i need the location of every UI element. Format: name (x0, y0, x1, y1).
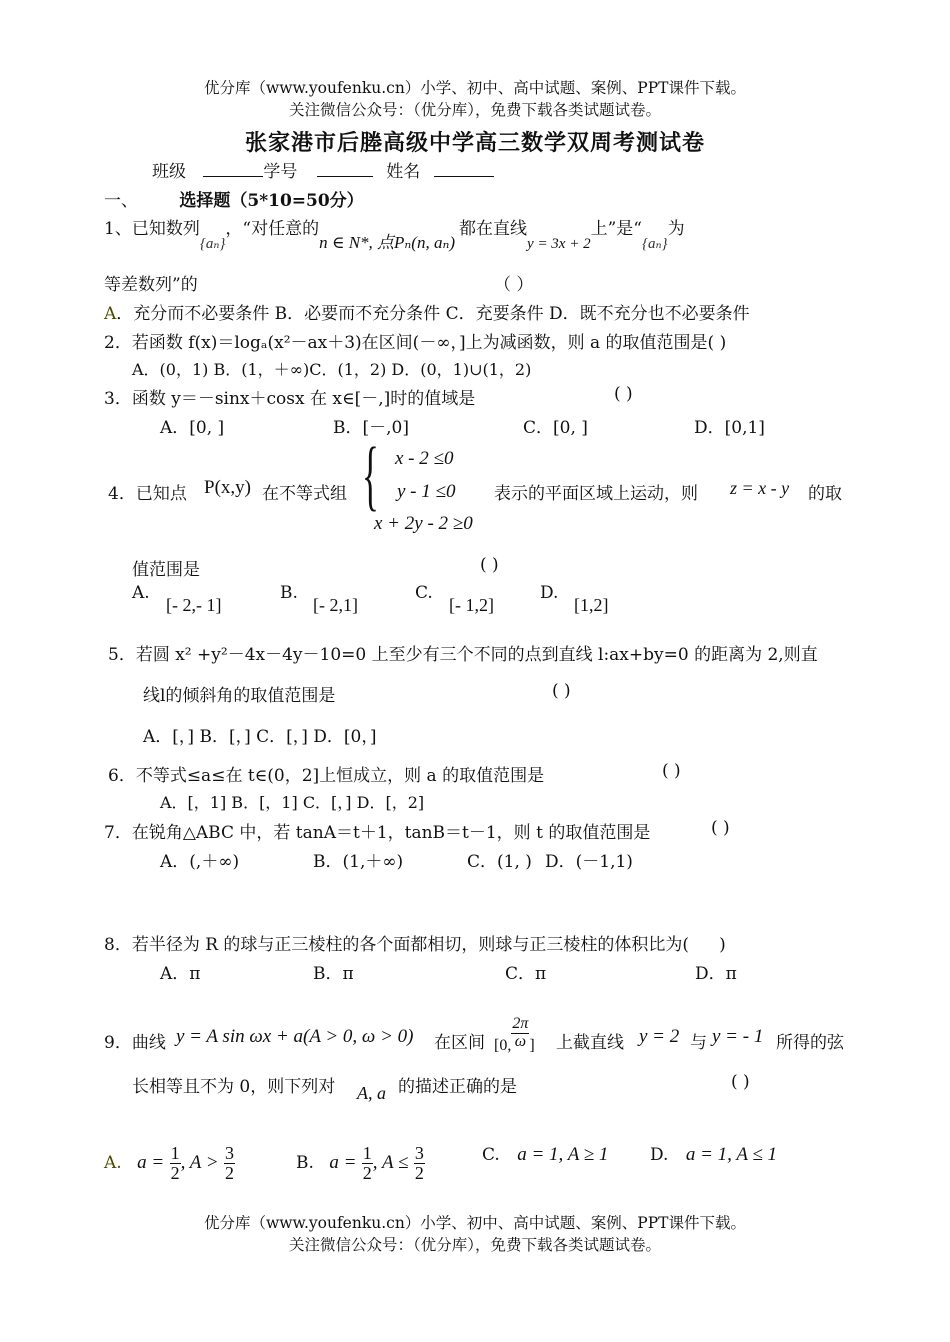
question-7: 7．在锐角△ABC 中，若 tanA＝t＋1，tanB＝t－1，则 t 的取值范围是 (104, 823, 651, 843)
question-5-line-2: 线l的倾斜角的取值范围是 (143, 686, 336, 706)
q4-option-c-label: C. (415, 583, 433, 603)
q4-text-3: 表示的平面区域上运动，则 (494, 484, 698, 504)
q4-text-4: 的取 (808, 484, 842, 504)
q3-answer-paren: ( ) (614, 384, 633, 404)
q1-answer-paren: （ ） (494, 275, 534, 295)
q9-text-7: 的描述正确的是 (398, 1077, 517, 1097)
q7-option-c: C．(1, ) (467, 852, 532, 872)
q9-text-3: 上截直线 (556, 1033, 624, 1053)
question-5-line-1: 5．若圆 x² +y²－4x－4y－10=0 上至少有三个不同的点到直线 l:ax+by=0 的距离为 2,则直 (108, 645, 818, 665)
q8-option-d: D．π (695, 964, 737, 984)
q4-option-d-value: [1,2] (574, 595, 609, 615)
q9-line-2: y = - 1 (712, 1026, 764, 1047)
q4-inequality-1: x - 2 ≤0 (395, 448, 454, 469)
q7-option-b: B．(1,＋∞) (313, 852, 404, 872)
q9-b-frac2-den: 2 (414, 1162, 424, 1183)
header-line-2: 关注微信公众号：（优分库），免费下载各类试题试卷。 (288, 101, 661, 119)
q4-option-d-label: D. (540, 583, 559, 603)
q9-line-1: y = 2 (639, 1026, 680, 1047)
q8-option-b: B．π (313, 964, 354, 984)
q1-options-text: ．充分而不必要条件 B．必要而不充分条件 C．充要条件 D．既不充分也不必要条件 (116, 304, 750, 324)
q9-text-4: 与 (690, 1033, 707, 1053)
q1-text-5: 为 (667, 219, 685, 239)
q1-options (104, 299, 750, 324)
q1-line-eq: y = 3x + 2 (527, 236, 591, 252)
q7-option-d: D．(－1,1) (545, 852, 633, 872)
q9-text-2: 在区间 (434, 1033, 485, 1053)
q9-option-a-pre: a = (137, 1151, 165, 1173)
q6-options: A．[，1] B．[，1] C．[，] D．[，2] (160, 793, 425, 812)
class-label: 班级 (152, 162, 186, 182)
q9-vars: A, a (357, 1083, 386, 1103)
name-label: 姓名 (386, 162, 421, 182)
q7-answer-paren: ( ) (711, 818, 730, 838)
q9-option-a-mid: , A > (180, 1151, 219, 1173)
q9-interval-den: ω (514, 1032, 526, 1050)
q9-b-frac2-num: 3 (414, 1143, 424, 1163)
q4-text-5: 值范围是 (132, 560, 200, 580)
q4-text-1: 4．已知点 (108, 484, 187, 504)
q9-option-c-label: C. (482, 1145, 500, 1165)
q9-option-a-frac1 (170, 1144, 181, 1183)
q3-option-d: D．[0,1] (694, 418, 765, 438)
q8-text: 8．若半径为 R 的球与正三棱柱的各个面都相切，则球与正三棱柱的体积比为( (104, 935, 690, 955)
header-line-1: 优分库（www.youfenku.cn）小学、初中、高中试题、案例、PPT课件下载。 (203, 79, 747, 97)
id-blank[interactable] (317, 160, 373, 177)
question-1-line-1 (104, 214, 685, 252)
q1-text-4: 上”是“ (590, 219, 642, 239)
q9-a-frac1-num: 1 (170, 1143, 180, 1163)
section-number: 一、 (104, 191, 138, 211)
q4-answer-paren: ( ) (480, 555, 499, 575)
q9-option-c (482, 1144, 608, 1166)
q9-b-frac1-num: 1 (362, 1143, 372, 1163)
q1-text-1: 1、已知数列 (104, 219, 200, 239)
id-label: 学号 (263, 162, 298, 182)
q3-option-a: A．[0, ] (160, 418, 225, 438)
q9-a-frac2-num: 3 (224, 1143, 234, 1163)
q1-sequence-2: {aₙ} (641, 236, 668, 252)
q4-point: P(x,y) (204, 477, 251, 498)
q1-text-2: ，“对任意的 (225, 219, 320, 239)
question-8 (104, 930, 726, 955)
q9-option-b-frac2 (414, 1144, 425, 1183)
q2-options: A．(0，1) B．(1，＋∞)C．(1，2) D．(0，1)∪(1，2) (132, 360, 532, 379)
q9-option-b-pre: a = (329, 1151, 357, 1173)
q9-curve: y = A sin ωx + a(A > 0, ω > 0) (176, 1026, 414, 1047)
q9-interval (494, 1015, 535, 1054)
q4-inequality-2: y - 1 ≤0 (397, 481, 456, 502)
q4-brace: { (362, 431, 379, 518)
class-blank[interactable] (203, 160, 263, 177)
question-2: 2．若函数 f(x)＝logₐ(x²－ax＋3)在区间(－∞，]上为减函数，则 a 的取值范围是( ) (104, 333, 727, 353)
q9-option-d (650, 1144, 777, 1166)
student-info (152, 157, 494, 182)
q4-option-a-value: [- 2,- 1] (166, 595, 222, 615)
q9-option-d-label: D. (650, 1145, 669, 1165)
q9-option-a-label: A. (104, 1152, 122, 1173)
q9-option-b-frac1 (362, 1144, 373, 1183)
q9-interval-num: 2π (512, 1015, 529, 1032)
footer-line-1: 优分库（www.youfenku.cn）小学、初中、高中试题、案例、PPT课件下载。 (203, 1214, 747, 1232)
q9-option-b (296, 1144, 425, 1183)
q4-z-expression: z = x - y (730, 478, 790, 498)
q4-text-2: 在不等式组 (262, 484, 347, 504)
q9-option-b-label: B. (296, 1152, 314, 1173)
q4-inequality-3: x + 2y - 2 ≥0 (374, 513, 473, 534)
q4-option-a-label: A. (132, 583, 150, 603)
section-title: 选择题（5*10=50分） (179, 191, 364, 211)
q6-answer-paren: ( ) (662, 761, 681, 781)
page-title: 张家港市后塍高级中学高三数学双周考测试卷 (244, 130, 705, 156)
q3-option-c: C．[0, ] (523, 418, 588, 438)
q8-paren-close: ) (719, 935, 726, 955)
name-blank[interactable] (434, 160, 494, 177)
q9-text-6: 长相等且不为 0，则下列对 (132, 1077, 336, 1097)
q9-option-a (104, 1144, 235, 1183)
q9-option-b-mid: , A ≤ (372, 1151, 409, 1173)
q8-option-a: A．π (160, 964, 201, 984)
section-heading (104, 186, 364, 211)
q9-interval-fraction (511, 1016, 529, 1051)
q3-option-b: B．[－,0] (333, 418, 409, 438)
q9-a-frac2-den: 2 (224, 1162, 234, 1183)
q1-text-3: 都在直线 (459, 219, 528, 239)
q7-option-a: A．(,＋∞) (160, 852, 240, 872)
question-6: 6．不等式≤a≤在 t∈(0，2]上恒成立，则 a 的取值范围是 (108, 766, 545, 786)
q1-condition: n ∈ N*, 点Pₙ(n, aₙ) (319, 233, 456, 252)
q1-option-a-letter: A (104, 304, 117, 324)
q5-answer-paren: ( ) (552, 681, 571, 701)
q5-options: A．[，] B．[，] C．[，] D．[0，] (143, 727, 377, 747)
q4-option-c-value: [- 1,2] (449, 595, 494, 615)
q9-interval-open: [0, (494, 1036, 512, 1054)
q9-option-d-value: a = 1, A ≤ 1 (685, 1144, 778, 1165)
question-3: 3．函数 y＝－sinx＋cosx 在 x∈[－,]时的值域是 (104, 389, 476, 409)
footer-line-2: 关注微信公众号：（优分库），免费下载各类试题试卷。 (288, 1236, 661, 1254)
q8-option-c: C．π (505, 964, 547, 984)
q4-option-b-label: B. (280, 583, 298, 603)
q9-option-c-value: a = 1, A ≥ 1 (517, 1144, 609, 1165)
q9-interval-close: ] (529, 1036, 535, 1054)
q1-text-6: 等差数列”的 (104, 275, 198, 295)
q9-option-a-frac2 (224, 1144, 235, 1183)
q9-a-frac1-den: 2 (170, 1162, 180, 1183)
q1-sequence: {aₙ} (199, 236, 226, 252)
q4-option-b-value: [- 2,1] (313, 595, 358, 615)
q9-text-5: 所得的弦 (776, 1033, 844, 1053)
q9-text-1: 9．曲线 (104, 1033, 166, 1053)
q9-b-frac1-den: 2 (362, 1162, 372, 1183)
q9-answer-paren: ( ) (731, 1072, 750, 1092)
